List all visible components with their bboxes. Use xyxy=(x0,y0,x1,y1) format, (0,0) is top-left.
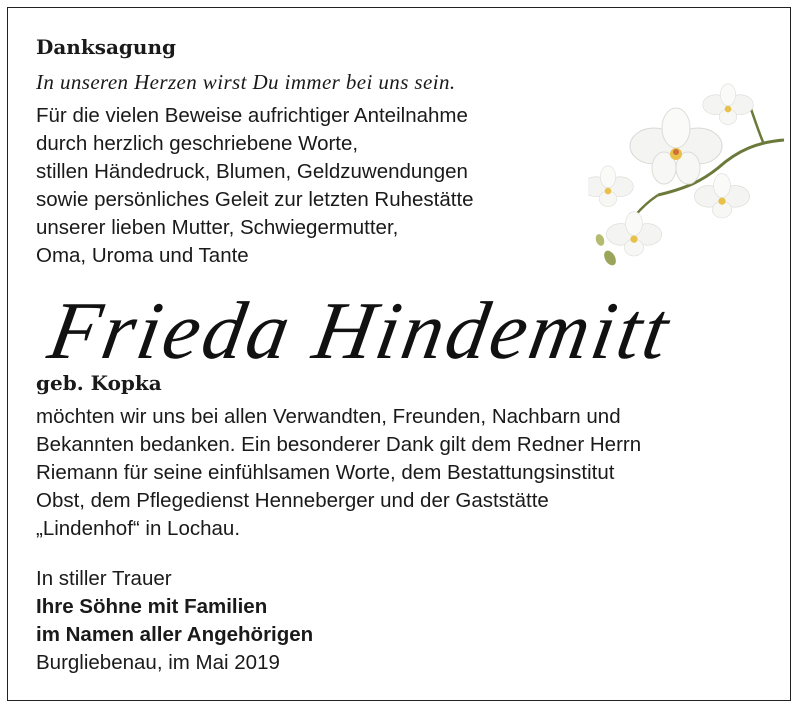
thanks-line: Obst, dem Pflegedienst Henneberger und der Gaststätte xyxy=(36,489,549,512)
intro-line: Oma, Uroma und Tante xyxy=(36,244,249,267)
heading: Danksagung xyxy=(36,35,176,59)
intro-line: unserer lieben Mutter, Schwiegermutter, xyxy=(36,216,399,239)
obituary-card xyxy=(7,7,791,701)
intro-paragraph xyxy=(36,102,474,270)
intro-line: stillen Händedruck, Blumen, Geldzuwendungen xyxy=(36,160,468,183)
maiden-name: geb. Kopka xyxy=(36,371,162,395)
mourning-text: In stiller Trauer xyxy=(36,567,172,590)
signers-line: im Namen aller Angehörigen xyxy=(36,623,314,646)
thanks-paragraph xyxy=(36,403,641,543)
intro-line: Für die vielen Beweise aufrichtiger Anteilnahme xyxy=(36,104,468,127)
thanks-line: möchten wir uns bei allen Verwandten, Freunden, Nachbarn und xyxy=(36,405,621,428)
thanks-line: Bekannten bedanken. Ein besonderer Dank gilt dem Redner Herrn xyxy=(36,433,642,456)
closing-block xyxy=(36,565,313,649)
motto: In unseren Herzen wirst Du immer bei uns sein. xyxy=(36,70,456,94)
thanks-line: „Lindenhof“ in Lochau. xyxy=(36,517,241,540)
intro-line: sowie persönliches Geleit zur letzten Ruhestätte xyxy=(36,188,474,211)
signers-line: Ihre Söhne mit Familien xyxy=(36,595,268,618)
deceased-name: Frieda Hindemitt xyxy=(42,285,679,376)
intro-line: durch herzlich geschriebene Worte, xyxy=(36,132,359,155)
white-orchid-image xyxy=(588,80,788,280)
thanks-line: Riemann für seine einfühlsamen Worte, dem Bestattungsinstitut xyxy=(36,461,615,484)
place-date: Burgliebenau, im Mai 2019 xyxy=(36,651,280,674)
